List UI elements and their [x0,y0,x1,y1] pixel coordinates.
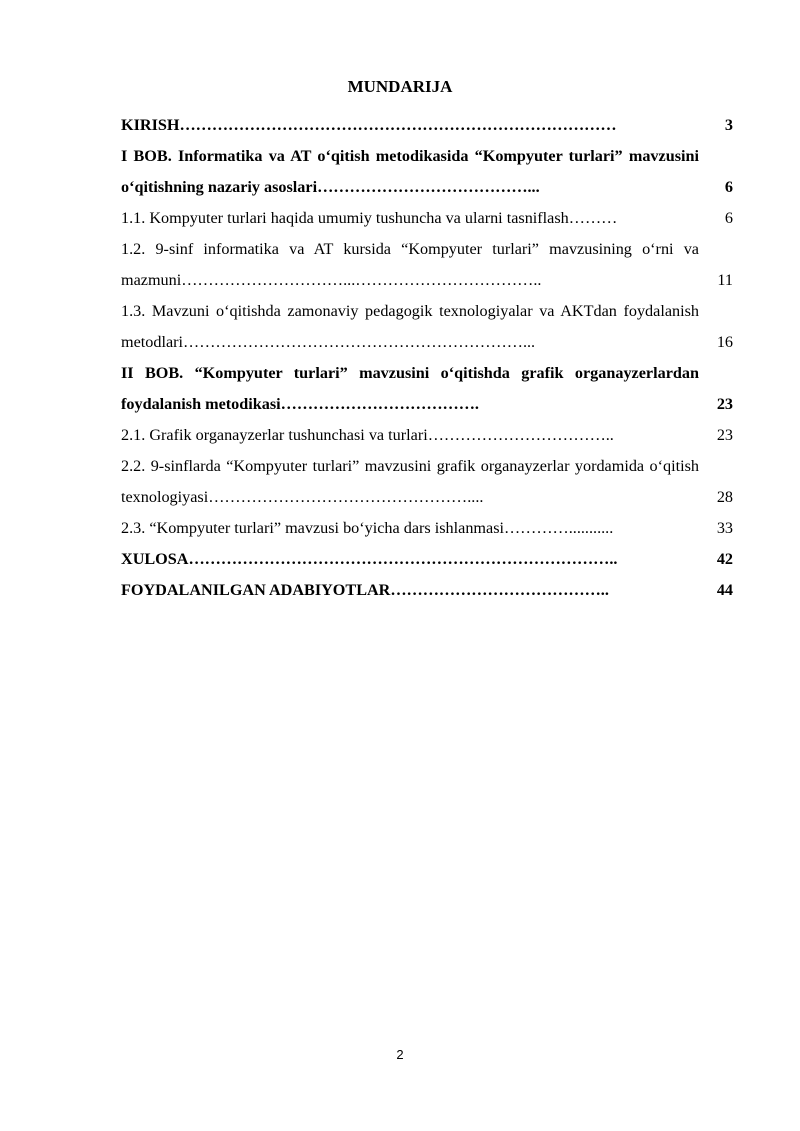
toc-entry-section-2-1[interactable] [121,420,733,451]
toc-entry-chapter-2[interactable] [121,358,733,420]
toc-entry-page: 23 [716,426,733,444]
toc-entry-page: 23 [716,395,733,413]
toc-entry-text: 1.1. Kompyuter turlari haqida umumiy tushuncha va ularni tasniflash……… [121,209,618,227]
page-title: MUNDARIJA [347,77,453,96]
toc-entry-section-2-2[interactable] [121,451,733,513]
toc-entry-text: KIRISH……………………………………………………………………… [121,116,617,134]
toc-entry-xulosa[interactable] [121,544,733,575]
page-number: 2 [396,1047,404,1062]
table-of-contents [121,110,733,606]
toc-entry-section-1-3[interactable] [121,296,733,358]
toc-entry-text: 2.1. Grafik organayzerlar tushunchasi va turlari…………………………….. [121,426,614,444]
toc-entry-page: 33 [716,519,733,537]
toc-entry-section-1-2[interactable] [121,234,733,296]
toc-entry-text: 2.2. 9-sinflarda “Kompyuter turlari” mavzusini grafik organayzerlar yordamida o‘qitish texnologiyasi………………………………………….... [121,457,699,506]
toc-entry-kirish[interactable] [121,110,733,141]
toc-entry-text: FOYDALANILGAN ADABIYOTLAR………………………………….. [121,581,609,599]
toc-entry-page: 28 [716,488,733,506]
toc-entry-page: 42 [716,550,733,568]
toc-entry-section-1-1[interactable] [121,203,733,234]
toc-entry-text: 2.3. “Kompyuter turlari” mavzusi bo‘yicha dars ishlanmasi…………........... [121,519,614,537]
toc-entry-chapter-1[interactable] [121,141,733,203]
toc-entry-text: XULOSA…………………………………………………………………….. [121,550,618,568]
toc-entry-page: 3 [724,116,733,134]
toc-entry-text: 1.2. 9-sinf informatika va AT kursida “Kompyuter turlari” mavzusining o‘rni va mazmuni…………………………...…………………………….. [121,240,699,289]
toc-entry-section-2-3[interactable] [121,513,733,544]
toc-entry-text: I BOB. Informatika va AT o‘qitish metodikasida “Kompyuter turlari” mavzusini o‘qitishning nazariy asoslari…………………………………... [121,147,699,196]
toc-entry-text: II BOB. “Kompyuter turlari” mavzusini o‘qitishda grafik organayzerlardan foydalanish metodikasi………………………………. [121,364,699,413]
toc-entry-page: 44 [716,581,733,599]
toc-entry-references[interactable] [121,575,733,606]
toc-entry-page: 11 [717,271,733,289]
toc-entry-text: 1.3. Mavzuni o‘qitishda zamonaviy pedagogik texnologiyalar va AKTdan foydalanish metodlari………………………………………………………... [121,302,699,351]
toc-entry-page: 6 [724,178,733,196]
toc-entry-page: 6 [724,209,733,227]
toc-entry-page: 16 [716,333,733,351]
